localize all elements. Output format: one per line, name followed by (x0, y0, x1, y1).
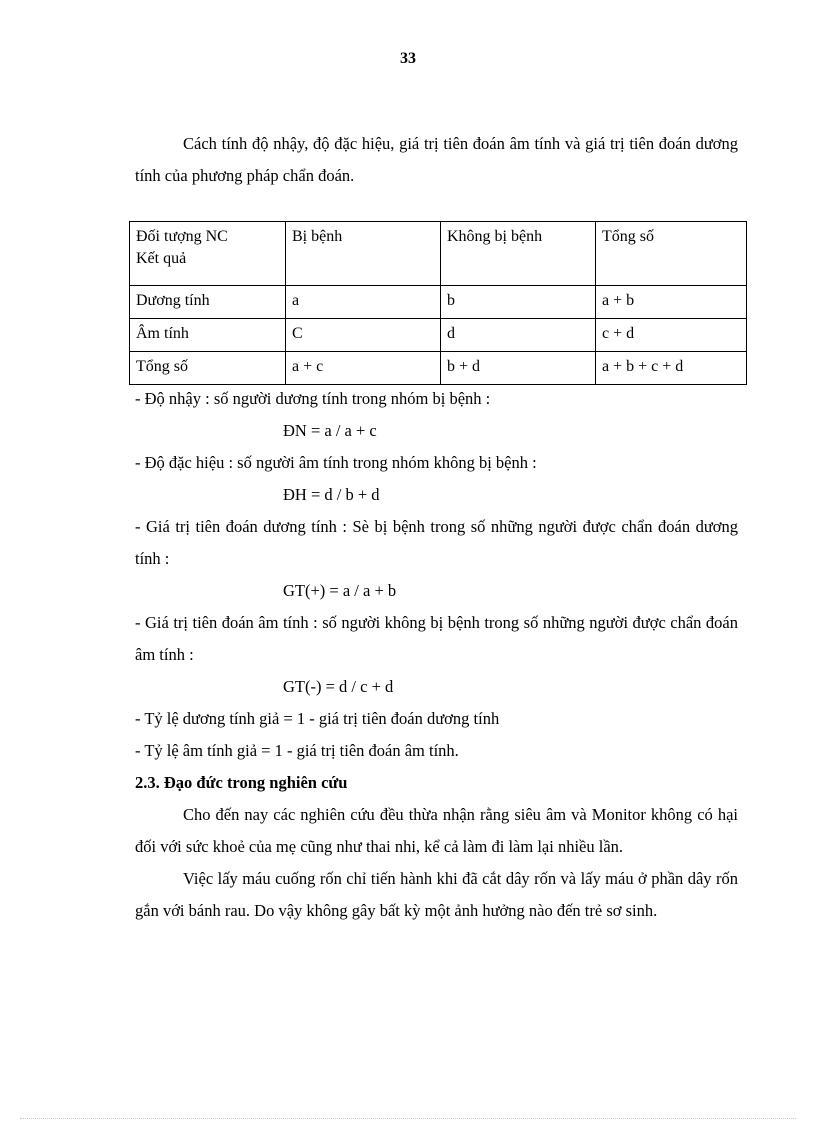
table-row (130, 286, 747, 319)
intro-paragraph: Cách tính độ nhậy, độ đặc hiệu, giá trị tiên đoán âm tính và giá trị tiên đoán dương tính của phương pháp chẩn đoán. (135, 134, 738, 185)
table-cell: Dương tính (130, 286, 286, 319)
sensitivity-definition: - Độ nhậy : số người dương tính trong nhóm bị bệnh : (135, 389, 491, 408)
ethics-paragraph-2: Việc lấy máu cuống rốn chỉ tiến hành khi đã cắt dây rốn và lấy máu ở phần dây rốn gắn với bánh rau. Do vậy không gây bất kỳ một ảnh hưởng nào đến trẻ sơ sinh. (135, 869, 738, 920)
table-header-cell (130, 222, 286, 286)
ethics-paragraph-1: Cho đến nay các nghiên cứu đều thừa nhận rằng siêu âm và Monitor không có hại đối với sức khoẻ của mẹ cũng như thai nhi, kể cả làm đi làm lại nhiều lần. (135, 805, 738, 856)
table-cell: b (441, 286, 596, 319)
header-subject-label: Đối tượng NC (136, 228, 228, 245)
table-row (130, 319, 747, 352)
page-number: 33 (400, 50, 416, 67)
diagnostic-table (129, 221, 747, 385)
table-cell: d (441, 319, 596, 352)
npv-definition: - Giá trị tiên đoán âm tính : số người không bị bệnh trong số những người được chẩn đoán âm tính : (135, 613, 738, 664)
page-body (135, 128, 738, 927)
table-header-cell: Bị bệnh (286, 222, 441, 286)
false-negative-rate: - Tỷ lệ âm tính giả = 1 - giá trị tiên đoán âm tính. (135, 741, 459, 760)
table-row (130, 352, 747, 385)
table-cell: C (286, 319, 441, 352)
header-result-label: Kết quả (136, 250, 187, 267)
table-cell: a (286, 286, 441, 319)
sensitivity-formula: ĐN = a / a + c (283, 421, 377, 440)
table-header-cell: Không bị bệnh (441, 222, 596, 286)
section-heading: 2.3. Đạo đức trong nghiên cứu (135, 773, 348, 792)
table-cell: Tổng số (130, 352, 286, 385)
table-cell: a + c (286, 352, 441, 385)
table-cell: a + b (596, 286, 747, 319)
table-cell: Âm tính (130, 319, 286, 352)
table-header-cell: Tổng số (596, 222, 747, 286)
table-cell: b + d (441, 352, 596, 385)
ppv-definition: - Giá trị tiên đoán dương tính : Sè bị bệnh trong số những người được chẩn đoán dương tính : (135, 517, 738, 568)
table-cell: c + d (596, 319, 747, 352)
specificity-formula: ĐH = d / b + d (283, 485, 380, 504)
specificity-definition: - Độ đặc hiệu : số người âm tính trong nhóm không bị bệnh : (135, 453, 537, 472)
page-bottom-divider (20, 1118, 796, 1119)
table-cell: a + b + c + d (596, 352, 747, 385)
npv-formula: GT(-) = d / c + d (283, 677, 394, 696)
false-positive-rate: - Tỷ lệ dương tính giả = 1 - giá trị tiên đoán dương tính (135, 709, 500, 728)
table-header-row (130, 222, 747, 286)
ppv-formula: GT(+) = a / a + b (283, 581, 397, 600)
